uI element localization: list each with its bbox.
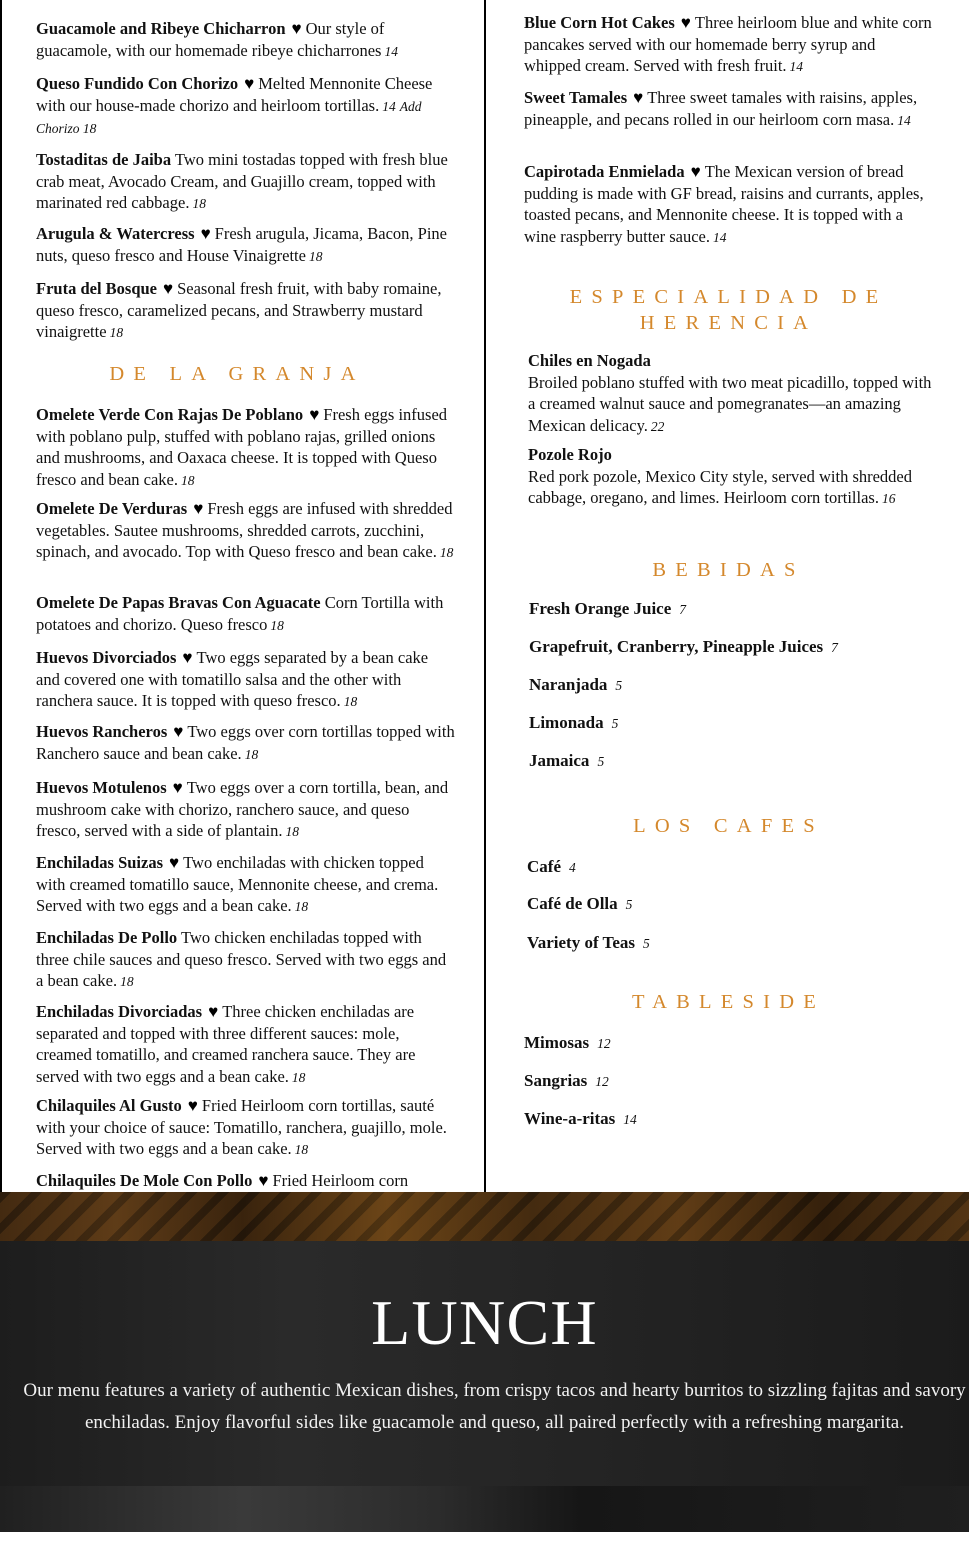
menu-item — [36, 777, 456, 843]
menu-item — [524, 12, 936, 78]
item-name: Tostaditas de Jaiba — [36, 150, 172, 169]
item-name: Chilaquiles De Mole Con Pollo — [36, 1171, 253, 1190]
item-price: 18 — [244, 746, 259, 762]
item-price: 12 — [597, 1036, 611, 1051]
item-price: 5 — [643, 936, 650, 951]
item-description: Broiled poblano stuffed with two meat picadillo, topped with a creamed walnut sauce and pomegranates—an amazing Mexican delicacy. — [528, 372, 932, 435]
item-name: Blue Corn Hot Cakes — [524, 13, 675, 32]
lunch-hero — [0, 1241, 969, 1486]
menu-item — [528, 444, 940, 510]
menu-item — [36, 721, 456, 765]
heart-icon: ♥ — [690, 162, 701, 181]
section-heading-cafes: LOS CAFES — [633, 815, 824, 837]
item-description: Fried Heirloom corn tortillas, sauté with your choice of sauce: Tomatillo, ranchera, guajillo, mole. Served with two eggs and a bean cake. — [36, 1096, 447, 1158]
menu-item — [36, 927, 456, 993]
item-name: Jamaica — [529, 751, 590, 770]
menu-item — [36, 149, 456, 215]
item-description: Two mini tostadas topped with fresh blue crab meat, Avocado Cream, and Guajillo cream, topped with marinated red cabbage. — [36, 150, 448, 212]
item-price: 14 — [713, 229, 727, 245]
menu-item — [36, 1170, 456, 1192]
heart-icon: ♥ — [208, 1002, 219, 1021]
section-heading-herencia — [488, 284, 969, 336]
drink-item — [529, 751, 604, 771]
item-price: 14 — [384, 43, 398, 59]
menu-item — [36, 1095, 456, 1161]
item-description: Fresh arugula, Jicama, Bacon, Pine nuts, queso fresco and House Vinaigrette — [36, 224, 447, 265]
page-bottom-edge — [0, 1532, 969, 1541]
drink-item — [529, 713, 618, 733]
item-description: Three chicken enchiladas are separated and topped with three different sauces: mole, creamed tomatillo, and creamed ranchera sauce. They are served with two eggs and a bean cake. — [36, 1002, 416, 1086]
decorative-texture-band — [0, 1192, 969, 1242]
item-price: 7 — [831, 640, 838, 655]
item-description: Corn Tortilla with potatoes and chorizo. Queso fresco — [36, 593, 444, 634]
item-name: Chilaquiles Al Gusto — [36, 1096, 182, 1115]
item-price: 5 — [611, 716, 619, 731]
menu-item — [36, 278, 456, 344]
item-description: Two chicken enchiladas topped with three chile sauces and queso fresco. Served with two eggs and a bean cake. — [36, 928, 447, 990]
section-heading-line: ESPECIALIDAD DE — [569, 286, 888, 308]
item-name: Sangrias — [524, 1071, 588, 1090]
item-price: 14 — [623, 1112, 637, 1127]
item-price: 5 — [615, 678, 623, 693]
item-name: Pozole Rojo — [528, 445, 612, 464]
item-description: Our style of guacamole, with our homemade ribeye chicharrones — [36, 19, 385, 60]
item-description: Fried Heirloom corn — [272, 1171, 409, 1190]
item-name: Arugula & Watercress — [36, 224, 195, 243]
item-price: 18 — [181, 472, 195, 488]
heart-icon: ♥ — [309, 405, 320, 424]
item-name: Huevos Rancheros — [36, 722, 168, 741]
lunch-description: Our menu features a variety of authentic Mexican dishes, from crispy tacos and hearty burritos to sizzling fajitas and savory enchiladas. Enjoy flavorful sides like guacamole and queso, all paired perfectly with a refreshing margarita. — [23, 1380, 966, 1433]
item-price: 18 — [109, 325, 124, 340]
item-name: Omelete De Verduras — [36, 499, 188, 518]
heart-icon: ♥ — [291, 19, 302, 38]
drink-item — [527, 933, 650, 953]
heart-icon: ♥ — [200, 224, 211, 243]
drink-item — [527, 894, 632, 914]
drink-item — [527, 857, 576, 877]
drink-item — [529, 637, 838, 657]
section-heading-granja: DE LA GRANJA — [109, 363, 365, 385]
menu-item — [36, 852, 456, 918]
item-price: 14 — [897, 112, 911, 128]
item-price: 18 — [192, 196, 206, 211]
drink-item — [529, 675, 622, 695]
menu-item — [524, 87, 936, 131]
item-price: 7 — [679, 602, 687, 617]
item-description: The Mexican version of bread pudding is made with GF bread, raisins and currants, apples, toasted pecans, and Mennonite cheese. It is topped with a wine raspberry butter sauce. — [524, 162, 924, 246]
heart-icon: ♥ — [182, 648, 193, 667]
item-description: Fresh eggs are infused with shredded vegetables. Sautee mushrooms, shredded carrots, zucchini, spinach, and avocado. Top with Queso fresco and bean cake. — [36, 499, 453, 561]
item-price: 18 — [439, 545, 454, 560]
menu-item — [36, 18, 456, 62]
decorative-bottom-bar — [0, 1486, 969, 1532]
item-name: Chiles en Nogada — [528, 351, 651, 370]
item-name: Mimosas — [524, 1033, 590, 1052]
item-description: Two eggs over corn tortillas topped with Ranchero sauce and bean cake. — [36, 722, 455, 763]
lunch-title: LUNCH — [371, 1287, 598, 1358]
menu-item — [36, 647, 456, 713]
item-name: Sweet Tamales — [524, 88, 628, 107]
item-name: Guacamole and Ribeye Chicharron — [36, 19, 286, 38]
menu-item — [524, 161, 936, 248]
item-description: Three heirloom blue and white corn pancakes served with our homemade berry syrup and whipped cream. Served with fresh fruit. — [524, 13, 932, 75]
item-description: Two eggs separated by a bean cake and covered one with tomatillo salsa and the other with ranchera sauce. It is topped with queso fresco. — [36, 648, 429, 710]
item-name: Café de Olla — [527, 894, 618, 913]
section-heading-line: HERENCIA — [639, 312, 818, 334]
item-name: Omelete De Papas Bravas Con Aguacate — [36, 593, 321, 612]
menu-item — [36, 498, 456, 564]
menu-item — [36, 223, 456, 267]
item-price: 12 — [595, 1074, 609, 1089]
drink-item — [524, 1033, 611, 1053]
menu-item — [528, 350, 940, 437]
item-description: Two eggs over a corn tortilla, bean, and mushroom cake with chorizo, ranchero sauce, and queso fresco, served with a side of plantain. — [36, 778, 449, 840]
heart-icon: ♥ — [680, 13, 691, 32]
menu-right-column — [488, 0, 969, 1192]
heart-icon: ♥ — [633, 88, 644, 107]
menu-item — [36, 73, 456, 140]
item-name: Naranjada — [529, 675, 608, 694]
item-description: Melted Mennonite Cheese with our house-made chorizo and heirloom tortillas. — [36, 74, 433, 115]
item-extra: Add Chorizo 18 — [36, 98, 422, 136]
heart-icon: ♥ — [169, 853, 180, 872]
item-price: 5 — [597, 754, 605, 769]
section-heading-tableside: TABLESIDE — [632, 991, 825, 1013]
heart-icon: ♥ — [163, 279, 174, 298]
item-price: 18 — [294, 1142, 309, 1157]
item-price: 4 — [568, 860, 576, 875]
drink-item — [524, 1071, 609, 1091]
item-price: 14 — [789, 59, 804, 74]
heart-icon: ♥ — [187, 1096, 198, 1115]
item-description: Seasonal fresh fruit, with baby romaine, queso fresco, caramelized pecans, and Strawberry mustard vinaigrette — [36, 279, 442, 341]
menu-item — [36, 1001, 456, 1088]
item-price: 18 — [120, 974, 134, 989]
item-description: Fresh eggs infused with poblano pulp, stuffed with poblano rajas, grilled onions and mushrooms, and Oaxaca cheese. It is topped with Queso fresco and bean cake. — [36, 405, 448, 489]
item-price: 5 — [625, 897, 633, 912]
item-name: Capirotada Enmielada — [524, 162, 685, 181]
section-heading-bebidas: BEBIDAS — [652, 559, 805, 581]
item-price: 18 — [291, 1069, 306, 1085]
item-name: Enchiladas De Pollo — [36, 928, 178, 947]
menu-item — [36, 592, 456, 636]
item-price: 18 — [343, 694, 358, 709]
item-name: Fruta del Bosque — [36, 279, 158, 298]
heart-icon: ♥ — [173, 722, 184, 741]
heart-icon: ♥ — [244, 74, 255, 93]
item-name: Café — [527, 857, 561, 876]
menu-left-column — [0, 0, 486, 1192]
drink-item — [529, 599, 686, 619]
item-price: 16 — [881, 491, 896, 506]
item-name: Enchiladas Divorciadas — [36, 1002, 203, 1021]
menu-item — [36, 404, 456, 491]
item-name: Variety of Teas — [527, 933, 635, 952]
item-price: 18 — [285, 824, 300, 839]
item-name: Grapefruit, Cranberry, Pineapple Juices — [529, 637, 824, 656]
item-name: Huevos Motulenos — [36, 778, 167, 797]
item-price: 18 — [294, 899, 309, 914]
clipped-item-container — [528, 444, 948, 522]
item-price: 14 — [382, 98, 396, 114]
item-name: Wine-a-ritas — [524, 1109, 616, 1128]
item-price: 22 — [650, 418, 665, 434]
heart-icon: ♥ — [258, 1171, 269, 1190]
item-name: Enchiladas Suizas — [36, 853, 164, 872]
item-description: Three sweet tamales with raisins, apples, pineapple, and pecans rolled in our heirloom corn masa. — [524, 88, 918, 129]
item-name: Fresh Orange Juice — [529, 599, 672, 618]
item-name: Queso Fundido Con Chorizo — [36, 74, 239, 93]
heart-icon: ♥ — [172, 778, 183, 797]
item-price: 18 — [270, 617, 284, 633]
item-price: 18 — [308, 248, 323, 264]
item-name: Limonada — [529, 713, 604, 732]
item-description: Two enchiladas with chicken topped with creamed tomatillo sauce, Mennonite cheese, and crema. Served with two eggs and a bean cake. — [36, 853, 439, 915]
drink-item — [524, 1109, 637, 1129]
item-name: Huevos Divorciados — [36, 648, 177, 667]
heart-icon: ♥ — [193, 499, 204, 518]
item-name: Omelete Verde Con Rajas De Poblano — [36, 405, 304, 424]
item-description: Red pork pozole, Mexico City style, served with shredded cabbage, oregano, and limes. Heirloom corn tortillas. — [528, 466, 913, 507]
